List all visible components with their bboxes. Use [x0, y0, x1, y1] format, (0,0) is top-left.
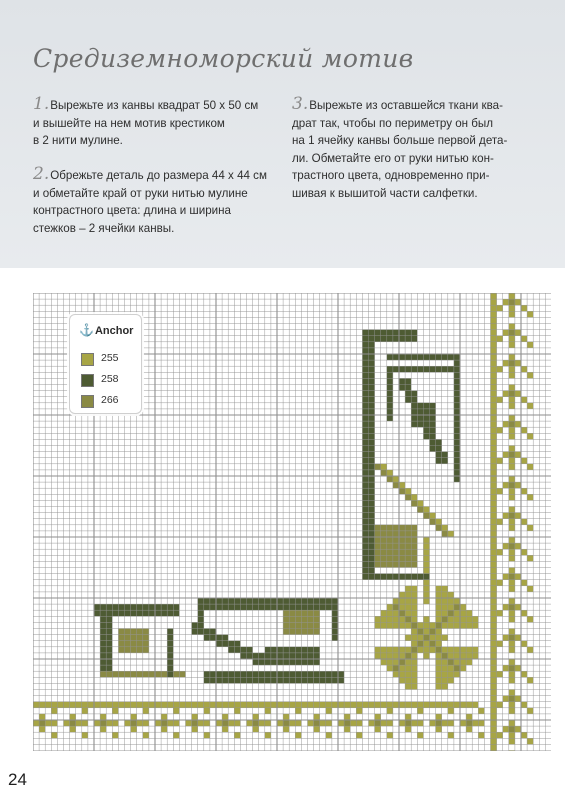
step-line: ли. Обметайте его от руки нитью кон- — [292, 151, 494, 165]
thread-code: 266 — [101, 394, 119, 406]
step-number: 1. — [33, 94, 50, 114]
thread-code: 255 — [101, 352, 119, 364]
step-line: драт так, чтобы по периметру он был — [292, 116, 494, 130]
anchor-icon: ⚓ — [79, 323, 94, 337]
step-line: контрастного цвета: длина и ширина — [33, 204, 231, 217]
color-swatch — [81, 395, 94, 408]
step-number: 2. — [33, 164, 50, 184]
step-2 — [33, 166, 278, 237]
step-number: 3. — [292, 94, 309, 114]
page-title: Средиземноморский мотив — [33, 44, 414, 73]
step-line: Обрежьте деталь до размера 44 х 44 см — [50, 169, 267, 182]
thread-code: 258 — [101, 373, 119, 385]
step-line: трастного цвета, одновременно при- — [292, 169, 490, 182]
step-3 — [292, 96, 537, 202]
step-line: стежков – 2 ячейки канвы. — [33, 221, 175, 235]
legend-brand-label: Anchor — [94, 325, 134, 337]
color-swatch — [81, 353, 94, 366]
step-line: шивая к вышитой части салфетки. — [292, 186, 478, 200]
step-line: Вырежьте из оставшейся ткани ква- — [309, 99, 503, 112]
page-number: 24 — [8, 770, 27, 789]
step-line: в 2 нити мулине. — [33, 134, 123, 147]
step-line: на 1 ячейку канвы больше первой дета- — [292, 134, 508, 147]
step-line: и обметайте край от руки нитью мулине — [33, 186, 248, 200]
step-line: и вышейте на нем мотив крестиком — [33, 116, 225, 130]
step-line: Вырежьте из канвы квадрат 50 х 50 см — [50, 99, 259, 112]
thread-legend — [69, 314, 142, 414]
step-1 — [33, 96, 278, 150]
color-swatch — [81, 374, 94, 387]
legend-brand — [79, 323, 133, 337]
